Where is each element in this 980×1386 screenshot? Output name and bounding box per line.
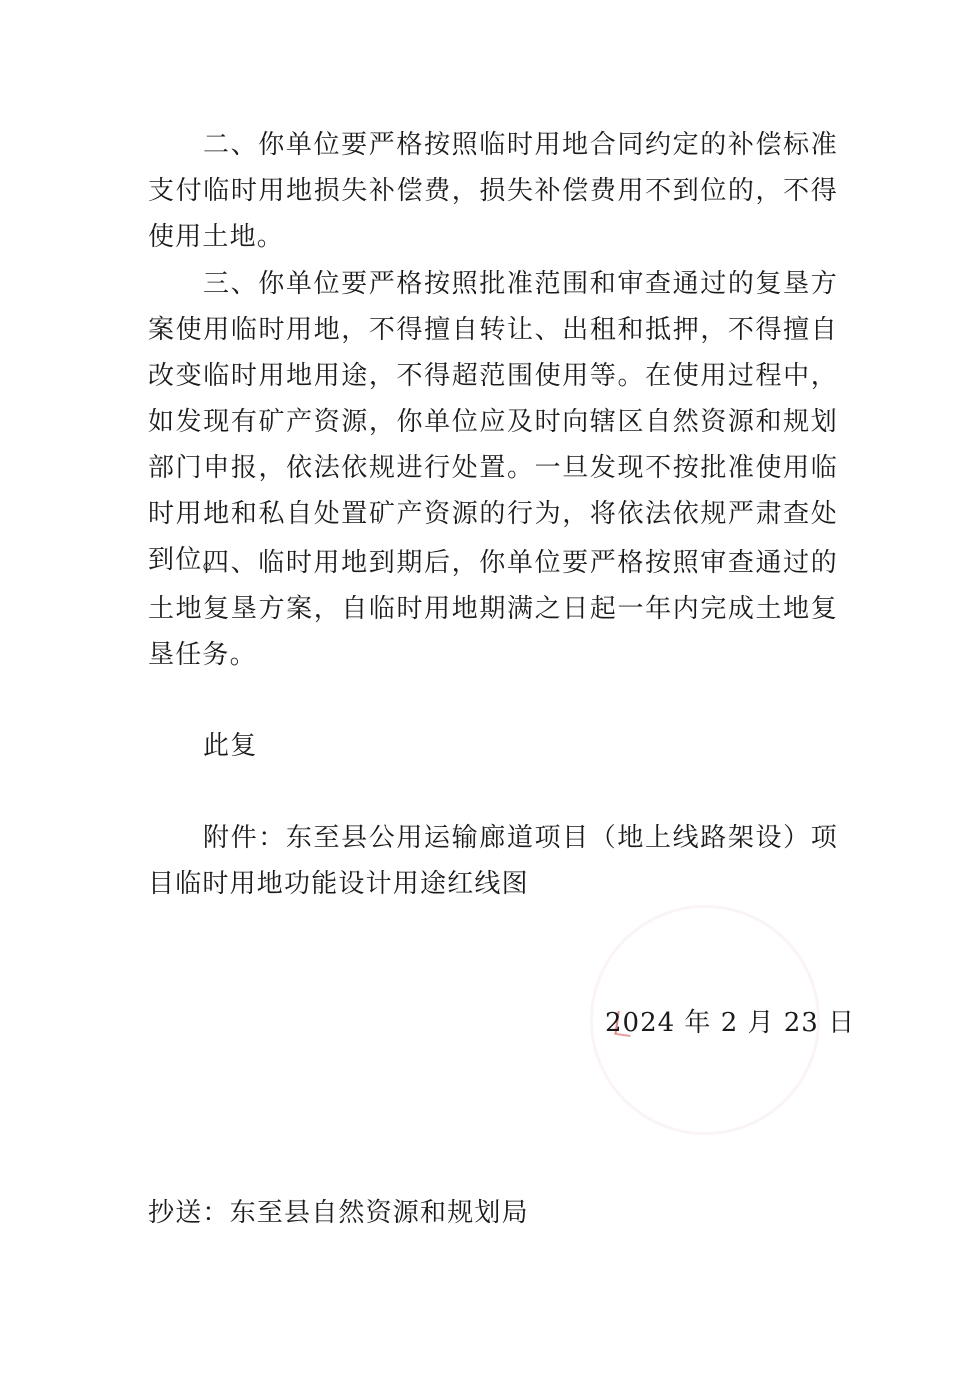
cc-recipient: 抄送：东至县自然资源和规划局 [148,1198,529,1228]
attachment-note: 附件：东至县公用运输廊道项目（地上线路架设）项目临时用地功能设计用途红线图 [148,823,838,899]
issue-date: 2024 年 2 月 23 日 [605,1008,856,1038]
paragraph-land-use-rules: 三、你单位要严格按照批准范围和审查通过的复垦方案使用临时用地，不得擅自转让、出租和抵押，不得擅自改变临时用地用途，不得超范围使用等。在使用过程中，如发现有矿产资源，你单位应及时向辖区自然资源和规划部门申报，依法依规进行处置。一旦发现不按批准使用临时用地和私自处置矿产资源的行为，将依法依规严肃查处到位。 [148,269,838,575]
closing-remark: 此复 [203,731,258,761]
paragraph-reclamation: 四、临时用地到期后，你单位要严格按照审查通过的土地复垦方案，自临时用地期满之日起一年内完成土地复垦任务。 [148,548,838,670]
paragraph-compensation: 二、你单位要严格按照临时用地合同约定的补偿标准支付临时用地损失补偿费，损失补偿费用不到位的，不得使用土地。 [148,130,838,252]
